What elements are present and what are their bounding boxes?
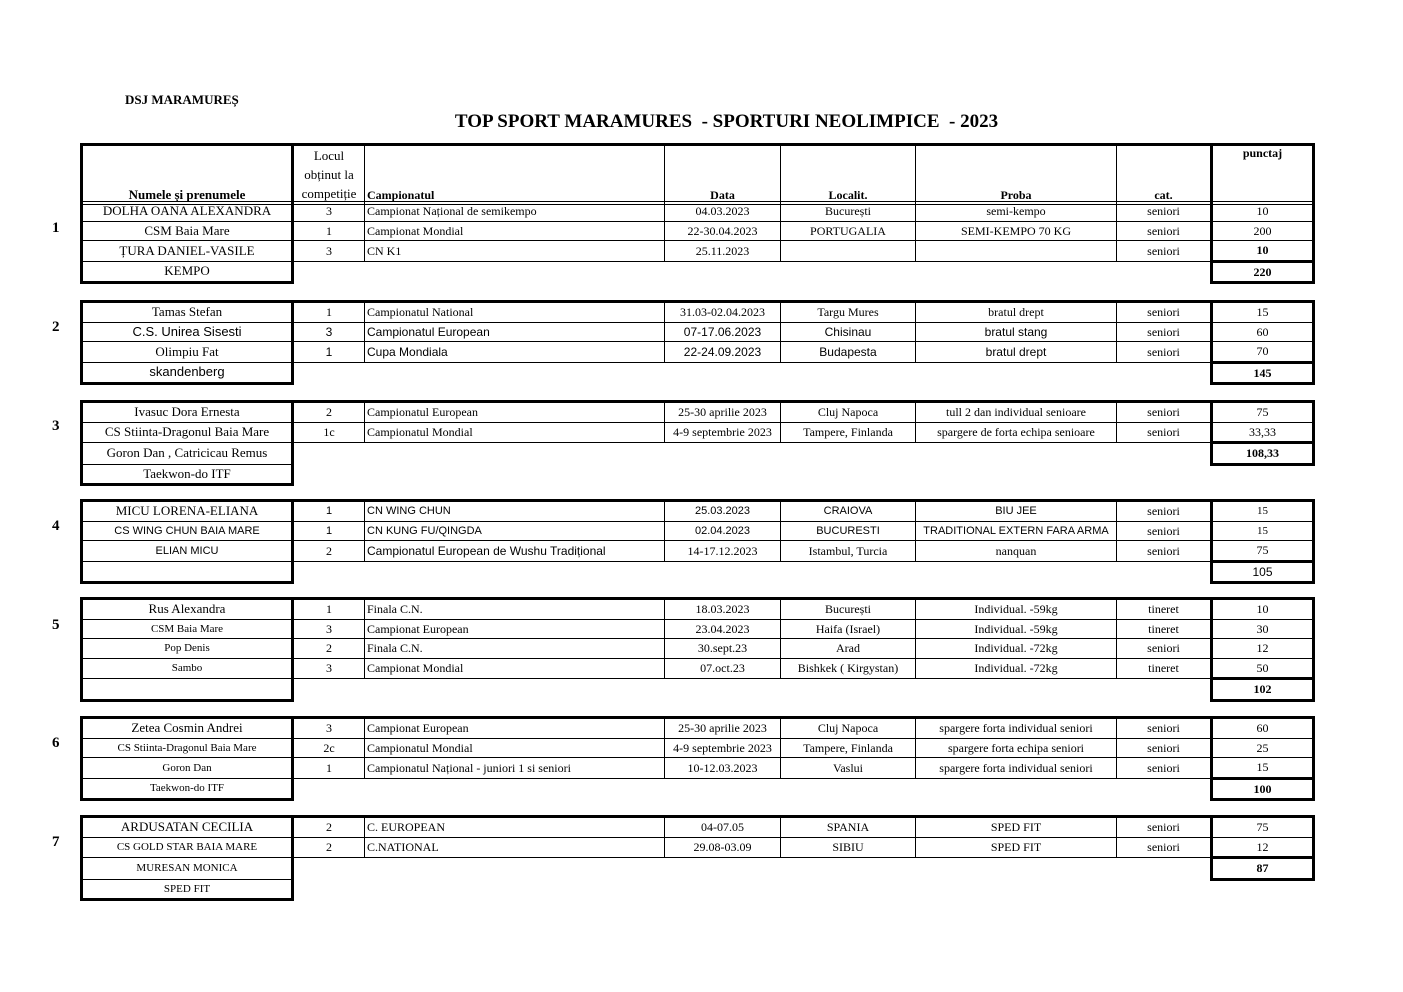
cell-proba: spargere forta echipa seniori xyxy=(916,738,1117,758)
cell-date: 30.sept.23 xyxy=(665,639,781,659)
athlete-info-line: CSM Baia Mare xyxy=(82,221,293,241)
rank-block xyxy=(80,400,1315,486)
athlete-info-line: Rus Alexandra xyxy=(82,599,293,620)
cell-date: 23.04.2023 xyxy=(665,619,781,639)
athlete-info-line xyxy=(82,679,293,701)
rank-block xyxy=(80,815,1315,901)
rank-number: 5 xyxy=(52,617,60,633)
cell-camp: Campionatul Mondial xyxy=(365,738,665,758)
cell-cat: seniori xyxy=(1117,241,1212,262)
cell-loc: SIBIU xyxy=(781,837,916,858)
cell-place: 1 xyxy=(293,521,365,541)
cell-pts: 33,33 xyxy=(1212,422,1314,443)
cell-place: 2c xyxy=(293,738,365,758)
header-name: Numele și prenumele xyxy=(82,145,293,205)
athlete-info-line: Sambo xyxy=(82,658,293,679)
cell-loc: Haifa (Israel) xyxy=(781,619,916,639)
cell-date: 04.03.2023 xyxy=(665,202,781,222)
cell-camp: Campionatul European xyxy=(365,402,665,423)
cell-cat: seniori xyxy=(1117,718,1212,739)
cell-loc: SPANIA xyxy=(781,817,916,838)
rank-number: 3 xyxy=(52,418,60,434)
cell-date: 22-24.09.2023 xyxy=(665,342,781,363)
cell-proba: bratul stang xyxy=(916,322,1117,342)
cell-loc: Vaslui xyxy=(781,758,916,779)
cell-cat: seniori xyxy=(1117,202,1212,222)
cell-cat: seniori xyxy=(1117,422,1212,443)
table-header xyxy=(80,143,1315,205)
spacer xyxy=(293,879,1314,900)
athlete-info-line: C.S. Unirea Sisesti xyxy=(82,322,293,342)
cell-pts: 15 xyxy=(1212,302,1314,323)
cell-camp: Campionat European xyxy=(365,619,665,639)
cell-camp: Campionat Mondial xyxy=(365,221,665,241)
cell-cat: seniori xyxy=(1117,501,1212,522)
cell-cat: seniori xyxy=(1117,758,1212,779)
athlete-info-line: Taekwon-do ITF xyxy=(82,778,293,800)
total-points: 100 xyxy=(1212,778,1314,800)
cell-proba: BIU JEE xyxy=(916,501,1117,522)
cell-proba: TRADITIONAL EXTERN FARA ARMA xyxy=(916,521,1117,541)
cell-loc xyxy=(781,241,916,262)
cell-place: 2 xyxy=(293,817,365,838)
cell-place: 1 xyxy=(293,302,365,323)
cell-place: 1 xyxy=(293,758,365,779)
header-category: cat. xyxy=(1117,145,1212,205)
cell-date: 25.03.2023 xyxy=(665,501,781,522)
athlete-info-line xyxy=(82,561,293,583)
cell-camp: Campionatul European xyxy=(365,322,665,342)
total-points: 220 xyxy=(1212,261,1314,283)
cell-camp: Campionat European xyxy=(365,718,665,739)
athlete-info-line: Ivasuc Dora Ernesta xyxy=(82,402,293,423)
cell-cat: tineret xyxy=(1117,599,1212,620)
cell-camp: Finala C.N. xyxy=(365,639,665,659)
cell-proba: Individual. -72kg xyxy=(916,658,1117,679)
cell-loc: CRAIOVA xyxy=(781,501,916,522)
cell-proba: Individual. -59kg xyxy=(916,599,1117,620)
cell-camp: C. EUROPEAN xyxy=(365,817,665,838)
cell-date: 25.11.2023 xyxy=(665,241,781,262)
rank-number: 7 xyxy=(52,834,60,850)
cell-place: 3 xyxy=(293,619,365,639)
athlete-info-line: KEMPO xyxy=(82,261,293,283)
cell-proba: tull 2 dan individual senioare xyxy=(916,402,1117,423)
rank-number: 6 xyxy=(52,735,60,751)
cell-place: 3 xyxy=(293,202,365,222)
cell-loc: Arad xyxy=(781,639,916,659)
cell-cat: seniori xyxy=(1117,322,1212,342)
spacer xyxy=(293,261,1212,283)
cell-camp: Finala C.N. xyxy=(365,599,665,620)
cell-loc: Tampere, Finlanda xyxy=(781,422,916,443)
header-date: Data xyxy=(665,145,781,205)
cell-place: 3 xyxy=(293,322,365,342)
rank-block xyxy=(80,716,1315,801)
athlete-info-line: Goron Dan , Catricicau Remus xyxy=(82,443,293,465)
total-points: 102 xyxy=(1212,679,1314,701)
header-place: Locul obținut la competiție xyxy=(293,145,365,205)
athlete-info-line: Goron Dan xyxy=(82,758,293,779)
rank-block xyxy=(80,300,1315,385)
rank-block xyxy=(80,597,1315,702)
cell-camp: Campionatul European de Wushu Tradițional xyxy=(365,541,665,562)
spacer xyxy=(293,362,1212,384)
cell-place: 1c xyxy=(293,422,365,443)
athlete-info-line: Tamas Stefan xyxy=(82,302,293,323)
cell-pts: 50 xyxy=(1212,658,1314,679)
cell-camp: CN WING CHUN xyxy=(365,501,665,522)
cell-place: 3 xyxy=(293,241,365,262)
total-points: 108,33 xyxy=(1212,443,1314,465)
cell-pts: 15 xyxy=(1212,758,1314,779)
total-points: 87 xyxy=(1212,858,1314,880)
cell-place: 2 xyxy=(293,639,365,659)
cell-place: 2 xyxy=(293,541,365,562)
cell-loc: Istambul, Turcia xyxy=(781,541,916,562)
cell-pts: 30 xyxy=(1212,619,1314,639)
cell-date: 10-12.03.2023 xyxy=(665,758,781,779)
spacer xyxy=(293,679,1212,701)
total-points: 145 xyxy=(1212,362,1314,384)
cell-pts: 60 xyxy=(1212,718,1314,739)
cell-date: 07-17.06.2023 xyxy=(665,322,781,342)
cell-loc: BUCURESTI xyxy=(781,521,916,541)
athlete-info-line: Zetea Cosmin Andrei xyxy=(82,718,293,739)
athlete-info-line: CS Stiinta-Dragonul Baia Mare xyxy=(82,738,293,758)
athlete-info-line: Olimpiu Fat xyxy=(82,342,293,363)
cell-pts: 15 xyxy=(1212,501,1314,522)
athlete-info-line: Pop Denis xyxy=(82,639,293,659)
cell-loc: Tampere, Finlanda xyxy=(781,738,916,758)
cell-date: 25-30 aprilie 2023 xyxy=(665,718,781,739)
cell-proba: spargere de forta echipa senioare xyxy=(916,422,1117,443)
cell-pts: 10 xyxy=(1212,202,1314,222)
spacer xyxy=(293,443,1212,465)
rank-block xyxy=(80,201,1315,284)
cell-place: 1 xyxy=(293,501,365,522)
cell-pts: 10 xyxy=(1212,241,1314,262)
cell-loc: Cluj Napoca xyxy=(781,718,916,739)
cell-cat: seniori xyxy=(1117,521,1212,541)
athlete-info-line: MICU LORENA-ELIANA xyxy=(82,501,293,522)
athlete-info-line: ELIAN MICU xyxy=(82,541,293,562)
cell-place: 1 xyxy=(293,599,365,620)
spacer xyxy=(293,778,1212,800)
cell-proba: SEMI-KEMPO 70 KG xyxy=(916,221,1117,241)
cell-proba: Individual. -59kg xyxy=(916,619,1117,639)
cell-date: 4-9 septembrie 2023 xyxy=(665,738,781,758)
athlete-info-line: SPED FIT xyxy=(82,879,293,900)
cell-date: 14-17.12.2023 xyxy=(665,541,781,562)
cell-pts: 75 xyxy=(1212,817,1314,838)
cell-pts: 10 xyxy=(1212,599,1314,620)
cell-cat: tineret xyxy=(1117,619,1212,639)
cell-cat: seniori xyxy=(1117,402,1212,423)
athlete-info-line: CS WING CHUN BAIA MARE xyxy=(82,521,293,541)
cell-camp: Campionatul Național - juniori 1 si seniori xyxy=(365,758,665,779)
athlete-info-line: CSM Baia Mare xyxy=(82,619,293,639)
cell-cat: seniori xyxy=(1117,342,1212,363)
spacer xyxy=(293,464,1314,485)
cell-place: 3 xyxy=(293,718,365,739)
athlete-info-line: CS GOLD STAR BAIA MARE xyxy=(82,837,293,858)
header-championship: Campionatul xyxy=(365,145,665,205)
spacer xyxy=(293,561,1212,583)
header-locality: Localit. xyxy=(781,145,916,205)
cell-pts: 75 xyxy=(1212,402,1314,423)
cell-camp: Campionat Mondial xyxy=(365,658,665,679)
cell-place: 3 xyxy=(293,658,365,679)
cell-pts: 60 xyxy=(1212,322,1314,342)
cell-proba: SPED FIT xyxy=(916,817,1117,838)
cell-loc: Bishkek ( Kirgystan) xyxy=(781,658,916,679)
athlete-info-line: DOLHA OANA ALEXANDRA xyxy=(82,202,293,222)
cell-proba: bratul drept xyxy=(916,342,1117,363)
organization-label: DSJ MARAMUREȘ xyxy=(125,92,239,107)
cell-date: 31.03-02.04.2023 xyxy=(665,302,781,323)
cell-cat: seniori xyxy=(1117,738,1212,758)
athlete-info-line: ARDUSATAN CECILIA xyxy=(82,817,293,838)
cell-camp: Campionatul National xyxy=(365,302,665,323)
cell-proba: spargere forta individual seniori xyxy=(916,758,1117,779)
athlete-info-line: skandenberg xyxy=(82,362,293,384)
cell-camp: CN K1 xyxy=(365,241,665,262)
cell-pts: 25 xyxy=(1212,738,1314,758)
cell-place: 1 xyxy=(293,221,365,241)
cell-date: 04-07.05 xyxy=(665,817,781,838)
cell-date: 18.03.2023 xyxy=(665,599,781,620)
cell-pts: 12 xyxy=(1212,639,1314,659)
cell-pts: 200 xyxy=(1212,221,1314,241)
cell-loc: București xyxy=(781,599,916,620)
cell-date: 25-30 aprilie 2023 xyxy=(665,402,781,423)
cell-proba: spargere forta individual seniori xyxy=(916,718,1117,739)
athlete-info-line: CS Stiinta-Dragonul Baia Mare xyxy=(82,422,293,443)
rank-number: 1 xyxy=(52,220,60,236)
cell-camp: C.NATIONAL xyxy=(365,837,665,858)
rank-number: 4 xyxy=(52,518,60,534)
cell-date: 4-9 septembrie 2023 xyxy=(665,422,781,443)
cell-camp: Campionatul Mondial xyxy=(365,422,665,443)
cell-pts: 75 xyxy=(1212,541,1314,562)
athlete-info-line: ȚURA DANIEL-VASILE xyxy=(82,241,293,262)
cell-loc: Targu Mures xyxy=(781,302,916,323)
total-points: 105 xyxy=(1212,561,1314,583)
cell-date: 07.oct.23 xyxy=(665,658,781,679)
cell-cat: seniori xyxy=(1117,302,1212,323)
cell-date: 02.04.2023 xyxy=(665,521,781,541)
cell-date: 29.08-03.09 xyxy=(665,837,781,858)
cell-proba: bratul drept xyxy=(916,302,1117,323)
cell-proba: nanquan xyxy=(916,541,1117,562)
rank-block xyxy=(80,499,1315,584)
cell-camp: Campionat Național de semikempo xyxy=(365,202,665,222)
cell-loc: București xyxy=(781,202,916,222)
cell-date: 22-30.04.2023 xyxy=(665,221,781,241)
athlete-info-line: MURESAN MONICA xyxy=(82,858,293,880)
rank-number: 2 xyxy=(52,319,60,335)
cell-place: 2 xyxy=(293,402,365,423)
header-points: punctaj xyxy=(1212,145,1314,205)
cell-proba: Individual. -72kg xyxy=(916,639,1117,659)
cell-place: 1 xyxy=(293,342,365,363)
cell-pts: 12 xyxy=(1212,837,1314,858)
cell-proba: SPED FIT xyxy=(916,837,1117,858)
cell-proba: semi-kempo xyxy=(916,202,1117,222)
header-event: Proba xyxy=(916,145,1117,205)
cell-cat: tineret xyxy=(1117,658,1212,679)
cell-loc: Cluj Napoca xyxy=(781,402,916,423)
cell-camp: CN KUNG FU/QINGDA xyxy=(365,521,665,541)
page-title: TOP SPORT MARAMURES - SPORTURI NEOLIMPICE - 2023 xyxy=(454,111,999,132)
cell-pts: 70 xyxy=(1212,342,1314,363)
cell-cat: seniori xyxy=(1117,639,1212,659)
cell-camp: Cupa Mondiala xyxy=(365,342,665,363)
spacer xyxy=(293,858,1212,880)
cell-cat: seniori xyxy=(1117,837,1212,858)
cell-place: 2 xyxy=(293,837,365,858)
athlete-info-line: Taekwon-do ITF xyxy=(82,464,293,485)
cell-loc: PORTUGALIA xyxy=(781,221,916,241)
cell-cat: seniori xyxy=(1117,817,1212,838)
cell-cat: seniori xyxy=(1117,541,1212,562)
cell-pts: 15 xyxy=(1212,521,1314,541)
cell-loc: Chisinau xyxy=(781,322,916,342)
cell-loc: Budapesta xyxy=(781,342,916,363)
cell-proba xyxy=(916,241,1117,262)
cell-cat: seniori xyxy=(1117,221,1212,241)
